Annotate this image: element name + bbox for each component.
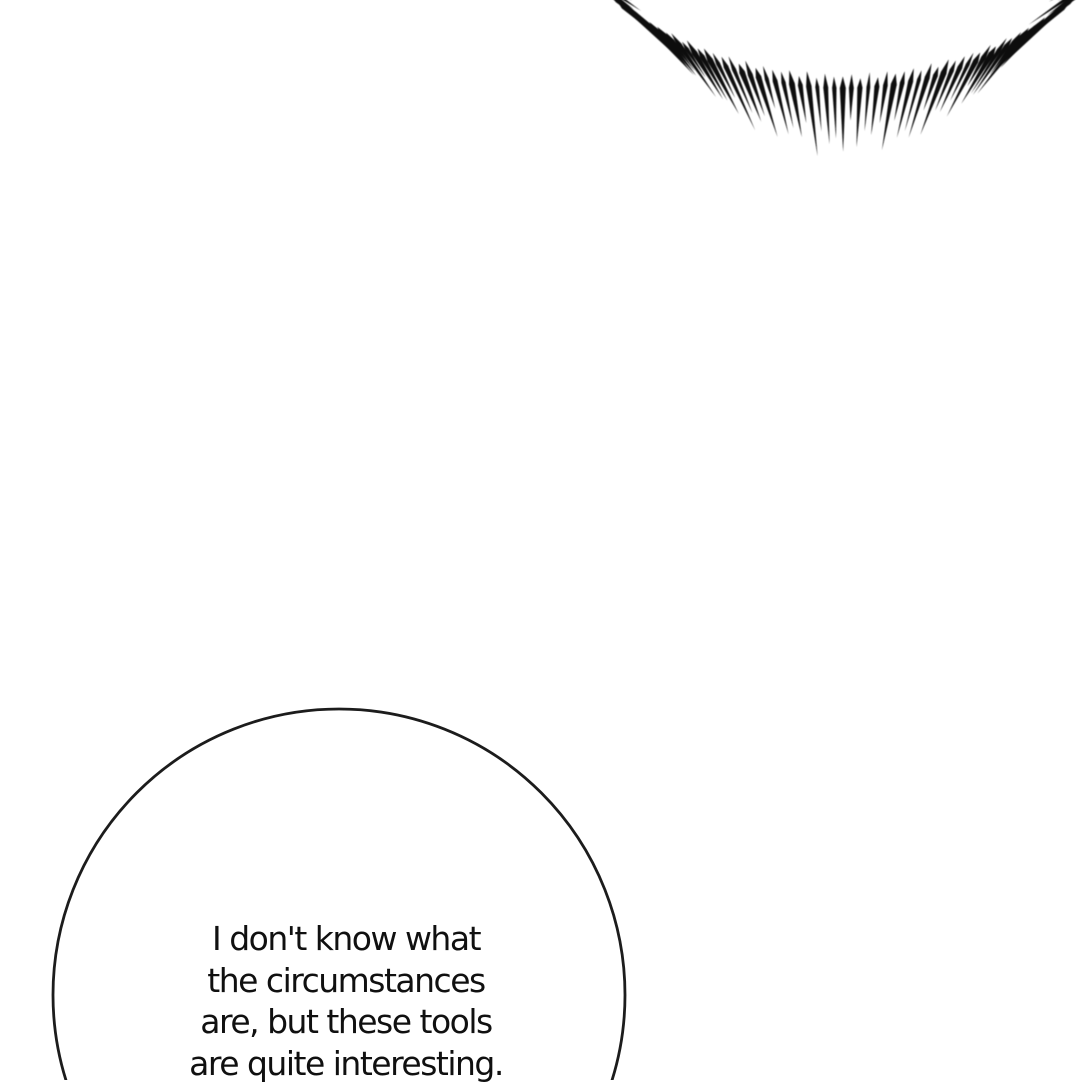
- speech-text-line-2: the circumstances: [56, 960, 636, 1002]
- lash-spike: [587, 0, 641, 11]
- lash-spike: [823, 74, 829, 145]
- lash-spike: [920, 59, 948, 135]
- lash-spike: [880, 71, 888, 123]
- lash-spike: [897, 68, 914, 138]
- lash-spike: [940, 56, 965, 112]
- lash-spike: [865, 72, 871, 131]
- lash-spike: [849, 74, 854, 121]
- lash-spike: [798, 76, 806, 123]
- lash-spike: [772, 70, 788, 135]
- lash-spike: [815, 78, 821, 132]
- lash-spike: [871, 77, 879, 135]
- eyelash-burst-icon: [574, 0, 1080, 156]
- lash-spike: [857, 78, 863, 147]
- speech-text-line-4: are quite interesting.: [56, 1043, 636, 1084]
- speech-bubble-text: [56, 918, 636, 1084]
- speech-text-line-1: I don't know what: [56, 918, 636, 960]
- lash-spike: [990, 32, 1022, 75]
- lash-spike: [671, 33, 716, 97]
- speech-text-line-3: are, but these tools: [56, 1001, 636, 1043]
- lash-spike: [832, 77, 836, 139]
- lash-spike: [840, 77, 846, 152]
- lash-spike: [971, 38, 1007, 94]
